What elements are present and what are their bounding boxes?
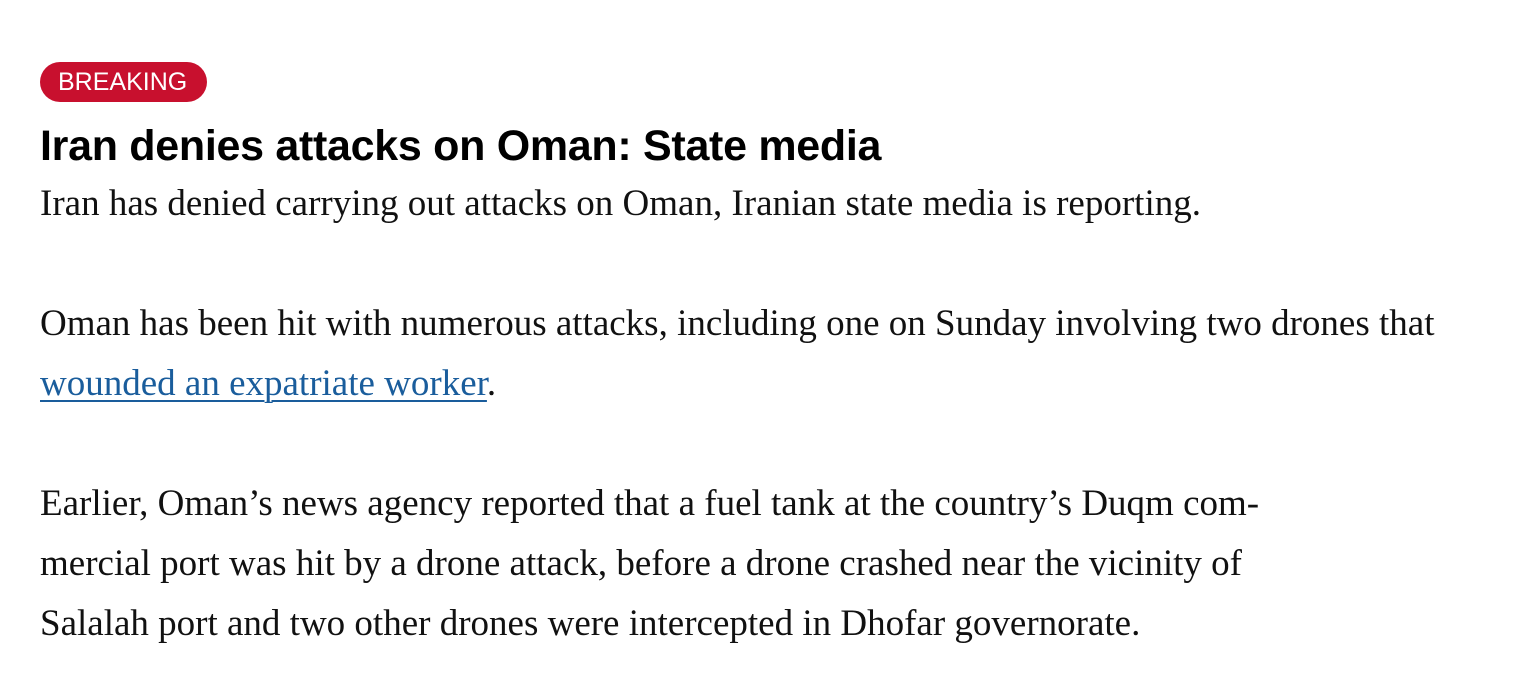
paragraph-3-line-3: Salalah port and two other drones were intercepted in Dhofar governorate.: [40, 603, 1141, 644]
paragraph-3-line-2: mercial port was hit by a drone attack, before a drone crashed near the vicinity of: [40, 543, 1242, 584]
paragraph-3: [40, 474, 1500, 654]
paragraph-1: Iran has denied carrying out attacks on Oman, Iranian state media is reporting.: [40, 183, 1201, 224]
article-container: [40, 62, 1500, 654]
article-headline: Iran denies attacks on Oman: State media: [40, 122, 882, 170]
paragraph-2: [40, 294, 1500, 414]
paragraph-2-text-before: Oman has been hit with numerous attacks, including one on Sunday involving two drones that: [40, 303, 1435, 344]
paragraph-2-text-after: .: [486, 363, 497, 404]
paragraph-3-line-1: Earlier, Oman’s news agency reported that a fuel tank at the country’s Duqm com-: [40, 483, 1260, 524]
breaking-badge: BREAKING: [40, 62, 207, 102]
wounded-worker-link[interactable]: wounded an expatriate worker: [40, 363, 487, 404]
